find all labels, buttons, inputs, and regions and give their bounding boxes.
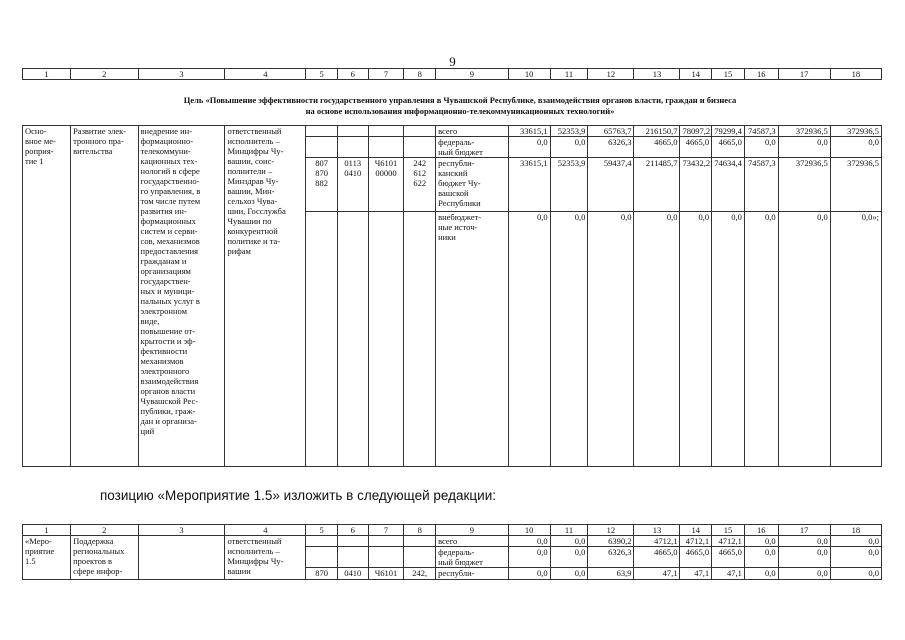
funding-source: внебюджет- ные источ- ники: [436, 212, 509, 467]
column-number-header: 17: [778, 69, 830, 80]
measure-title: Поддержка региональных проектов в сфере инфор-: [71, 536, 138, 580]
table-cell: 0,0: [744, 568, 778, 580]
column-number-header: 14: [680, 525, 712, 536]
table-row: [23, 126, 882, 137]
measure-executors: ответственный исполнитель – Минцифры Чу- вашии: [225, 536, 306, 580]
activity-description: внедрение ин- формационно- телекоммуни- кационных тех- нологий в сфере государственно- го управления, в том числе путем развития ин- формационных систем и серви- сов, механизмов предоставления гражданам и организациям государствен- ных и муници- пальных услуг в электронном виде, повышение от- крытости и эф- фективности механизмов электронного взаимодействия органов власти Чувашской Рес- публики, граж- дан и организа- ций: [138, 126, 225, 467]
column-number-header: 12: [588, 525, 634, 536]
table-cell: 6326,3: [588, 137, 634, 158]
funding-source: федераль- ный бюджет: [436, 547, 509, 568]
table-cell: 0,0: [508, 536, 550, 547]
table-cell: 4712,1: [712, 536, 745, 547]
table-cell: 0,0: [778, 547, 830, 568]
table-cell: 372936,5: [830, 158, 881, 212]
table-cell: 0,0: [744, 212, 778, 467]
activity-table: [22, 125, 882, 467]
column-number-header: 14: [680, 69, 712, 80]
table-cell: 52353,9: [550, 126, 588, 137]
table-cell: 0,0: [550, 568, 588, 580]
column-number-header: 7: [368, 69, 404, 80]
table-cell: 0,0: [778, 536, 830, 547]
page-number: 9: [449, 54, 456, 69]
column-number-header: 11: [550, 525, 588, 536]
table-cell: 59437,4: [588, 158, 634, 212]
table-cell: 0,0: [634, 212, 680, 467]
column-number-header: 18: [830, 69, 881, 80]
table-cell: 0,0: [680, 212, 712, 467]
table-cell: 0,0: [508, 547, 550, 568]
table-cell: 4665,0: [634, 547, 680, 568]
budget-code-target: Ч6101 00000: [368, 158, 404, 212]
table-cell: 0,0: [550, 547, 588, 568]
column-number-header: 10: [508, 69, 550, 80]
table-cell: 0,0»;: [830, 212, 881, 467]
table-cell: 0,0: [550, 137, 588, 158]
budget-code-grbs: 870: [306, 568, 338, 580]
column-number-header: 17: [778, 525, 830, 536]
column-number-header: 12: [588, 69, 634, 80]
column-number-header: 1: [23, 525, 71, 536]
column-number-header: 8: [404, 525, 436, 536]
table-cell: 78097,2: [680, 126, 712, 137]
header-row: [23, 69, 882, 80]
table-cell: 74587,3: [744, 126, 778, 137]
funding-source: республи-: [436, 568, 509, 580]
column-number-header: 13: [634, 69, 680, 80]
column-number-header: 15: [712, 69, 745, 80]
budget-code-target: Ч6101: [368, 568, 404, 580]
table-cell: 0,0: [744, 536, 778, 547]
table-cell: 79299,4: [712, 126, 745, 137]
column-number-header: 8: [404, 69, 436, 80]
table-cell: 4665,0: [712, 137, 745, 158]
table-cell: 73432,2: [680, 158, 712, 212]
column-number-header: 10: [508, 525, 550, 536]
table-cell: 0,0: [830, 547, 881, 568]
budget-code-section: 0113 0410: [337, 158, 368, 212]
table-cell: 0,0: [830, 568, 881, 580]
table-cell: 0,0: [744, 137, 778, 158]
column-number-header: 9: [436, 69, 509, 80]
table-cell: 6390,2: [588, 536, 634, 547]
table-cell: 0,0: [508, 137, 550, 158]
column-number-header: 1: [23, 69, 71, 80]
table-cell: 0,0: [830, 536, 881, 547]
column-number-header: 16: [744, 525, 778, 536]
table-cell: 0,0: [778, 568, 830, 580]
table-cell: 0,0: [550, 536, 588, 547]
funding-source: республи- канский бюджет Чу- вашской Республики: [436, 158, 509, 212]
table-cell: 4665,0: [680, 137, 712, 158]
table-cell: 0,0: [588, 212, 634, 467]
amendment-instruction: позицию «Мероприятие 1.5» изложить в следующей редакции:: [100, 488, 497, 503]
main-table: [22, 68, 882, 80]
table-row: [23, 536, 882, 547]
column-number-header: 18: [830, 525, 881, 536]
table-cell: 0,0: [508, 568, 550, 580]
table-cell: 6326,3: [588, 547, 634, 568]
budget-code-grbs: 807 870 882: [306, 158, 338, 212]
table-cell: 0,0: [830, 137, 881, 158]
activity-title: Развитие элек- тронного пра- вительства: [71, 126, 138, 467]
table-cell: 52353,9: [550, 158, 588, 212]
budget-code-expense: 242,: [404, 568, 436, 580]
budget-code-expense: 242 612 622: [404, 158, 436, 212]
table-cell: 216150,7: [634, 126, 680, 137]
column-number-header: 6: [337, 525, 368, 536]
table-cell: 372936,5: [778, 158, 830, 212]
header-row: [23, 525, 882, 536]
table-cell: 0,0: [508, 212, 550, 467]
column-number-header: 15: [712, 525, 745, 536]
table-cell: 33615,1: [508, 158, 550, 212]
table-cell: 47,1: [680, 568, 712, 580]
column-number-header: 13: [634, 525, 680, 536]
activity-number: Осно- вное ме- роприя- тие 1: [23, 126, 71, 467]
table-cell: 0,0: [744, 547, 778, 568]
column-number-header: 4: [225, 525, 306, 536]
column-number-header: 5: [306, 525, 338, 536]
column-number-header: 7: [368, 525, 404, 536]
table-cell: 47,1: [634, 568, 680, 580]
column-number-header: 4: [225, 69, 306, 80]
table-cell: 65763,7: [588, 126, 634, 137]
column-number-header: 3: [138, 525, 225, 536]
table-cell: 33615,1: [508, 126, 550, 137]
goal-heading: Цель «Повышение эффективности государственного управления в Чувашской Республике, взаимодействия органов власти, граждан и бизнеса на основе использования информационно-телекоммуникационных технологий»: [183, 95, 737, 116]
table-cell: 4665,0: [712, 547, 745, 568]
column-number-header: 2: [71, 69, 138, 80]
column-number-header: 16: [744, 69, 778, 80]
table-cell: 372936,5: [778, 126, 830, 137]
table-cell: 63,9: [588, 568, 634, 580]
column-number-header: 2: [71, 525, 138, 536]
table-cell: 4712,1: [680, 536, 712, 547]
table-cell: 74587,3: [744, 158, 778, 212]
column-number-header: 6: [337, 69, 368, 80]
table-cell: 0,0: [778, 137, 830, 158]
table-cell: 47,1: [712, 568, 745, 580]
funding-source: всего: [436, 126, 509, 137]
column-number-header: 3: [138, 69, 225, 80]
measure-table: [22, 524, 882, 580]
table-cell: 0,0: [778, 212, 830, 467]
funding-source: всего: [436, 536, 509, 547]
funding-source: федераль- ный бюджет: [436, 137, 509, 158]
table-cell: 4712,1: [634, 536, 680, 547]
budget-code-section: 0410: [337, 568, 368, 580]
table-cell: 74634,4: [712, 158, 745, 212]
column-number-header: 5: [306, 69, 338, 80]
measure-number: «Меро- приятие 1.5: [23, 536, 71, 580]
table-cell: 211485,7: [634, 158, 680, 212]
activity-executors: ответственный исполнитель – Минцифры Чу- вашии, соис- полнители – Минздрав Чу- вашии, Мин- сельхоз Чува- шии, Госслужба Чувашии по конкурентной политике и та- рифам: [225, 126, 306, 467]
table-cell: 372936,5: [830, 126, 881, 137]
column-number-header: 11: [550, 69, 588, 80]
table-cell: 4665,0: [680, 547, 712, 568]
table-cell: 0,0: [550, 212, 588, 467]
table-cell: 4665,0: [634, 137, 680, 158]
table-cell: 0,0: [712, 212, 745, 467]
column-number-header: 9: [436, 525, 509, 536]
